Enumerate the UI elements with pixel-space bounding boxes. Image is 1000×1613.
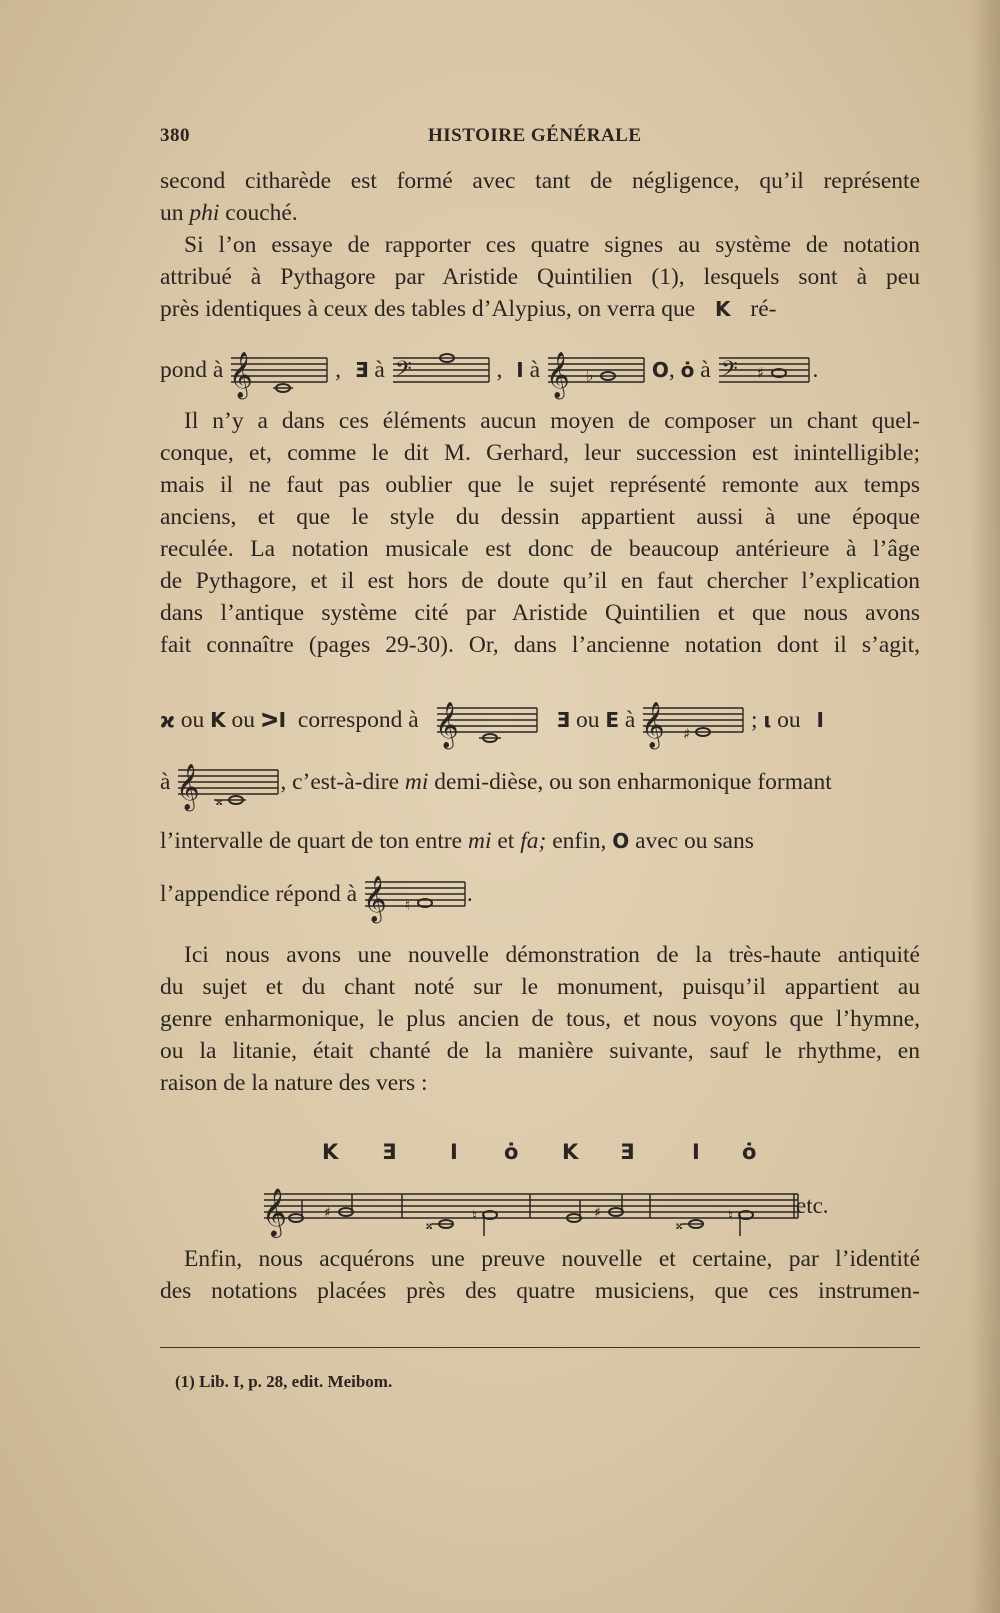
text-line: fait connaître (pages 29-30). Or, dans l’ancienne notation dont il s’agit, [160, 632, 920, 658]
svg-text:♯: ♯ [324, 1205, 331, 1221]
svg-text:𝄞: 𝄞 [434, 701, 459, 748]
notation-symbol: K [210, 708, 226, 732]
text-line: Enfin, nous acquérons une preuve nouvelle et certaine, par l’identité [184, 1246, 920, 1272]
svg-text:♮: ♮ [728, 1208, 734, 1224]
svg-text:𝄪: 𝄪 [216, 792, 223, 809]
notation-symbol: ȯ [680, 358, 695, 382]
page-number: 380 [160, 125, 190, 146]
notation-symbol: O [612, 829, 630, 853]
melody-symbols [160, 1140, 780, 1170]
etc-label: etc. [796, 1193, 829, 1218]
svg-text:♯: ♯ [594, 1205, 601, 1221]
notation-symbol: Ǝ [354, 358, 369, 382]
svg-text:♮: ♮ [472, 1208, 478, 1224]
svg-text:𝄞: 𝄞 [262, 1187, 287, 1236]
text-line: attribué à Pythagore par Aristide Quintilien (1), lesquels sont à peu [160, 264, 920, 290]
notation-line: à 𝄞 𝄪 , c’est-à-dire mi demi-dièse, ou son enharmonique formant [160, 752, 920, 812]
text-line: des notations placées près des quatre musiciens, que ces instrumen- [160, 1278, 920, 1304]
notation-symbol: ι [763, 708, 772, 732]
svg-text:𝄞: 𝄞 [545, 351, 570, 398]
notation-symbol: Ǝ [556, 708, 571, 732]
notation-symbol: E [605, 708, 619, 732]
svg-text:𝄪: 𝄪 [676, 1217, 683, 1233]
svg-text:𝄪: 𝄪 [426, 1217, 433, 1233]
staff-treble-e [229, 344, 329, 400]
svg-text:♯: ♯ [683, 724, 691, 743]
text-line: raison de la nature des vers : [160, 1070, 428, 1096]
svg-text:𝄞: 𝄞 [176, 763, 200, 810]
svg-text:♮: ♮ [404, 895, 411, 914]
notation-symbol: O [651, 358, 669, 382]
footnote-rule [160, 1347, 920, 1348]
melody-symbol: ȯ [504, 1140, 519, 1164]
melody-symbol: K [562, 1140, 579, 1164]
text-line: l’intervalle de quart de ton entre mi et fa; enfin, O avec ou sans [160, 828, 754, 854]
notation-symbol: I [516, 358, 524, 382]
svg-text:♭: ♭ [585, 365, 594, 385]
text-line: anciens, et que le style du dessin appartient aussi à une époque [160, 504, 920, 530]
melody-symbol: I [450, 1140, 458, 1164]
staff-treble-sharp [641, 694, 745, 750]
svg-text:𝄢: 𝄢 [720, 356, 738, 387]
svg-text:𝄞: 𝄞 [641, 701, 665, 748]
notation-symbol: ϰ [160, 708, 175, 732]
staff-bass [391, 344, 491, 400]
text-line: Ici nous avons une nouvelle démonstration de la très-haute antiquité [184, 942, 920, 968]
text-line: un phi couché. [160, 200, 298, 226]
melody-symbol: Ǝ [620, 1140, 635, 1164]
melody-symbol: K [322, 1140, 339, 1164]
notation-line: pond à 𝄞 , Ǝ à 𝄢 , I à 𝄞 ♭ O, ȯ à 𝄢 ♯ . [160, 340, 920, 400]
text-line: ou la litanie, était chanté de la manière suivante, sauf le rhythme, en [160, 1038, 920, 1064]
text-line: près identiques à ceux des tables d’Alypius, on verra que K ré- [160, 296, 777, 322]
staff-treble-flat [546, 344, 646, 400]
text-line: de Pythagore, et il est hors de doute qu’il en faut chercher l’explication [160, 568, 920, 594]
melody-symbol: ȯ [742, 1140, 757, 1164]
staff-treble-double-sharp [176, 756, 280, 812]
text-line: second citharède est formé avec tant de négligence, qu’il représente [160, 168, 920, 194]
svg-text:𝄞: 𝄞 [362, 875, 387, 922]
phi-word: phi [189, 200, 220, 226]
text-line: Il n’y a dans ces éléments aucun moyen de composer un chant quel- [184, 408, 920, 434]
notation-line: ϰ ou K ou ᐳI correspond à 𝄞 Ǝ ou E à 𝄞 ♯ ; ι ou I [160, 690, 920, 750]
staff-bass-sharp [717, 344, 813, 400]
text-line: dans l’antique système cité par Aristide Quintilien et que nous avons [160, 600, 920, 626]
staff-treble-natural [363, 868, 467, 924]
text-line: mais il ne faut pas oublier que le sujet représenté remonte aux temps [160, 472, 920, 498]
footnote: (1) Lib. I, p. 28, edit. Meibom. [175, 1372, 393, 1391]
svg-text:𝄢: 𝄢 [394, 356, 412, 387]
notation-symbol: I [816, 708, 824, 732]
text-line: genre enharmonique, le plus ancien de tous, et nous voyons que l’hymne, [160, 1006, 920, 1032]
melody-symbol: I [692, 1140, 700, 1164]
svg-text:𝄞: 𝄞 [229, 351, 253, 398]
text-line: reculée. La notation musicale est donc de beaucoup antérieure à l’âge [160, 536, 920, 562]
text-line: Si l’on essaye de rapporter ces quatre signes au système de notation [184, 232, 920, 258]
notation-symbol: K [715, 297, 731, 321]
notation-line: l’appendice répond à 𝄞 ♮ . [160, 864, 920, 924]
staff-treble-e [435, 694, 539, 750]
melody-staff [262, 1182, 802, 1257]
svg-text:♯: ♯ [756, 363, 764, 382]
melody-symbol: Ǝ [382, 1140, 397, 1164]
notation-symbol: ᐳI [260, 708, 287, 732]
text-line: du sujet et du chant noté sur le monument, puisqu’il appartient au [160, 974, 920, 1000]
running-title: HISTOIRE GÉNÉRALE [428, 125, 642, 146]
text-line: conque, et, comme le dit M. Gerhard, leur succession est inintelligible; [160, 440, 920, 466]
page-edge-shadow [970, 0, 1000, 1613]
